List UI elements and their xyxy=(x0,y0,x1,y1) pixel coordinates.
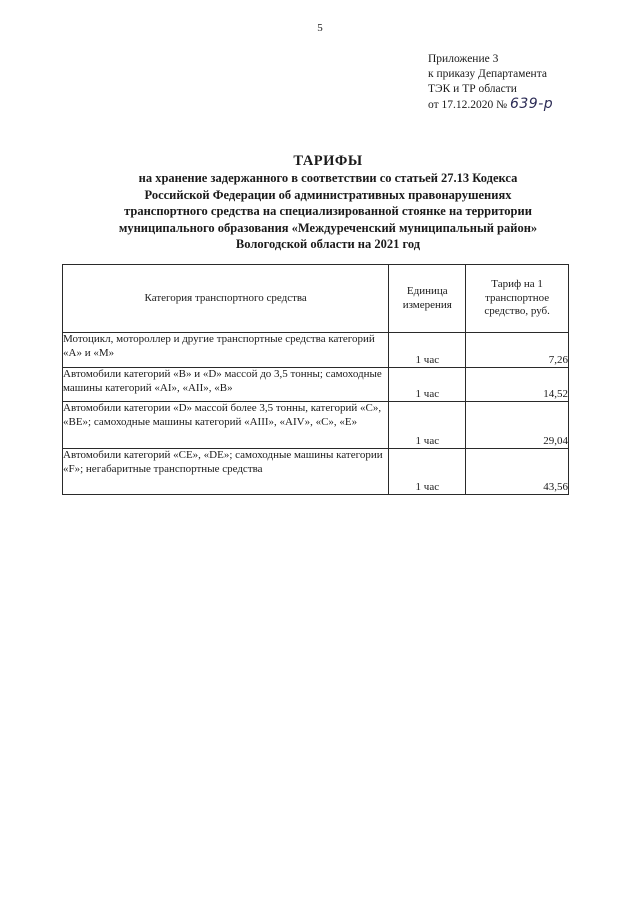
row-category: Мотоцикл, мотороллер и другие транспортные средства категорий «А» и «М» xyxy=(63,333,389,368)
appendix-line-3: ТЭК и ТР области xyxy=(428,83,517,95)
order-date-prefix: от 17.12.2020 № xyxy=(428,99,508,111)
title-line-1: на хранение задержанного в соответствии со статьей 27.13 Кодекса xyxy=(138,171,518,185)
appendix-line-1: Приложение 3 xyxy=(428,53,499,65)
row-price: 7,26 xyxy=(466,333,569,368)
header-category: Категория транспортного средства xyxy=(63,265,389,333)
row-category: Автомобили категорий «В» и «D» массой до 3,5 тонны; самоходные машины категорий «AI», «AII», «В» xyxy=(63,368,389,402)
title-line-3: транспортного средства на специализированной стоянке на территории xyxy=(124,204,532,218)
title-line-4: муниципального образования «Междуреченский муниципальный район» xyxy=(118,220,538,235)
row-category: Автомобили категорий «СЕ», «DE»; самоходные машины категории «F»; негабаритные транспортные средства xyxy=(63,449,389,495)
header-tariff: Тариф на 1 транспортное средство, руб. xyxy=(466,265,569,333)
tariffs-table xyxy=(62,264,569,495)
table-row xyxy=(63,449,569,495)
order-number-handwritten: 639-р xyxy=(509,96,554,112)
row-unit: 1 час xyxy=(389,449,466,495)
appendix-line-4 xyxy=(428,97,628,113)
appendix-header xyxy=(428,52,628,113)
header-unit: Единица измерения xyxy=(389,265,466,333)
table-row xyxy=(63,333,569,368)
table-row xyxy=(63,402,569,449)
document-title-block xyxy=(60,152,596,253)
row-category: Автомобили категории «D» массой более 3,5 тонны, категорий «С», «ВЕ»; самоходные машины категорий «AIII», «AIV», «С», «Е» xyxy=(63,402,389,449)
row-unit: 1 час xyxy=(389,368,466,402)
title-line-2: Российской Федерации об административных правонарушениях xyxy=(144,187,512,202)
row-price: 14,52 xyxy=(466,368,569,402)
row-price: 43,56 xyxy=(466,449,569,495)
page-number: 5 xyxy=(317,22,323,34)
table-row xyxy=(63,368,569,402)
document-title: ТАРИФЫ xyxy=(293,153,363,169)
table-header-row xyxy=(63,265,569,333)
appendix-line-2: к приказу Департамента xyxy=(428,68,547,80)
row-price: 29,04 xyxy=(466,402,569,449)
row-unit: 1 час xyxy=(389,402,466,449)
row-unit: 1 час xyxy=(389,333,466,368)
title-line-5: Вологодской области на 2021 год xyxy=(235,237,421,251)
